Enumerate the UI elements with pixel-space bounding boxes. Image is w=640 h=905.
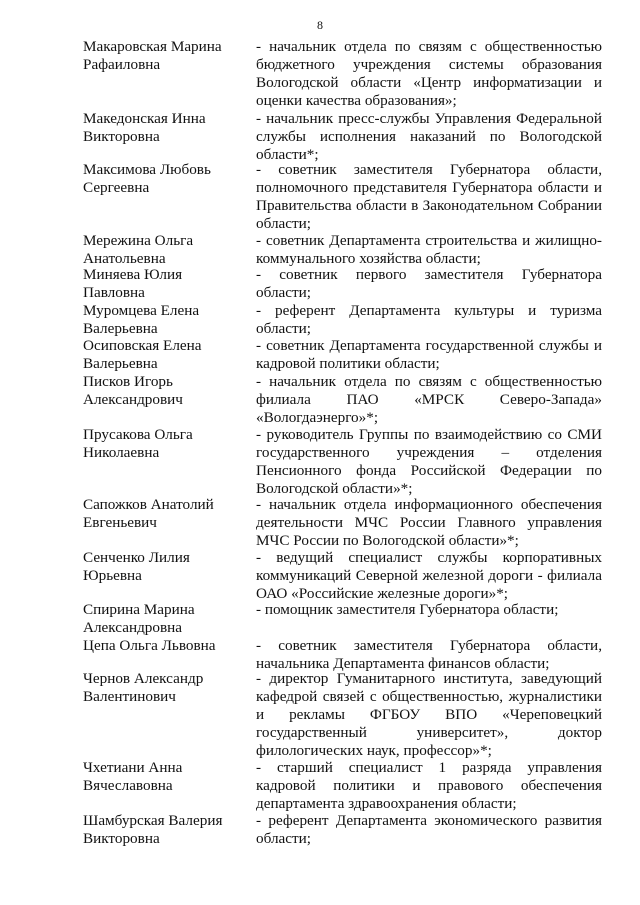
position-description [256, 496, 602, 550]
description-line: области; [256, 284, 311, 301]
person-name-line: Макаровская Марина [83, 38, 222, 55]
description-line: кадровой политики области; [256, 355, 440, 372]
description-line: - ведущий специалист службы корпоративных [256, 549, 602, 566]
description-line: - референт Департамента экономического развития [256, 812, 602, 829]
description-line: оценки качества образования»; [256, 92, 457, 109]
description-line: коммунального хозяйства области; [256, 250, 481, 267]
description-line: - начальник отдела по связям с общественностью [256, 38, 602, 55]
person-name [83, 302, 253, 338]
description-line: государственный университет», доктор [256, 724, 602, 741]
person-name-line: Мережина Ольга [83, 232, 194, 249]
description-line: Вологодской области «Центр информатизации и [256, 74, 602, 91]
person-name [83, 812, 253, 848]
person-name [83, 426, 253, 462]
description-line: службы исполнения наказаний по Вологодской [256, 128, 602, 145]
person-name-line: Шамбурская Валерия [83, 812, 223, 829]
description-line: - начальник отдела информационного обеспечения [256, 496, 602, 513]
person-name-line: Юрьевна [83, 567, 142, 584]
description-line: - руководитель Группы по взаимодействию со СМИ [256, 426, 602, 443]
person-name [83, 266, 253, 302]
position-description [256, 759, 602, 813]
description-line: - директор Гуманитарного института, заведующий [256, 670, 602, 687]
person-name-line: Сенченко Лилия [83, 549, 190, 566]
description-line: департамента здравоохранения области; [256, 795, 517, 812]
position-description [256, 670, 602, 760]
person-name-line: Александровна [83, 619, 183, 636]
person-name-line: Чернов Александр [83, 670, 204, 687]
description-line: и рекламы ФГБОУ ВПО «Череповецкий [256, 706, 602, 723]
person-name [83, 38, 253, 74]
description-line: государственного учреждения – отделения [256, 444, 602, 461]
person-name-line: Сергеевна [83, 179, 150, 196]
position-description [256, 337, 602, 373]
description-line: области; [256, 215, 311, 232]
position-description [256, 373, 602, 427]
position-description [256, 232, 602, 268]
position-description [256, 812, 602, 848]
description-line: кадровой политики и правового обеспечения [256, 777, 602, 794]
person-name-line: Прусакова Ольга [83, 426, 193, 443]
position-description [256, 38, 602, 110]
person-name-line: Рафаиловна [83, 56, 161, 73]
person-name [83, 337, 253, 373]
person-name-line: Анатольевна [83, 250, 166, 267]
description-line: «Вологдаэнерго»*; [256, 409, 379, 426]
description-line: - старший специалист 1 разряда управления [256, 759, 602, 776]
person-name-line: Максимова Любовь [83, 161, 211, 178]
person-name [83, 637, 253, 655]
description-line: филиала ПАО «МРСК Северо-Запада» [256, 391, 602, 408]
person-name-line: Валерьевна [83, 320, 158, 337]
person-name-line: Павловна [83, 284, 145, 301]
person-name-line: Александрович [83, 391, 183, 408]
position-description [256, 637, 602, 673]
description-line: области*; [256, 146, 319, 163]
description-line: бюджетного учреждения системы образования [256, 56, 602, 73]
position-description [256, 161, 602, 233]
description-line: Вологодской области»*; [256, 480, 413, 497]
position-description [256, 266, 602, 302]
person-name [83, 670, 253, 706]
person-name-line: Чхетиани Анна [83, 759, 183, 776]
person-name [83, 601, 253, 637]
description-line: МЧС России по Вологодской области»*; [256, 532, 519, 549]
description-line: деятельности МЧС России Главного управления [256, 514, 602, 531]
description-line: области; [256, 830, 311, 847]
person-name [83, 496, 253, 532]
description-line: - советник Департамента государственной службы и [256, 337, 602, 354]
person-name [83, 232, 253, 268]
page-number: 8 [317, 18, 323, 32]
person-name-line: Евгеньевич [83, 514, 157, 531]
person-name-line: Муромцева Елена [83, 302, 200, 319]
position-description [256, 426, 602, 498]
person-name [83, 549, 253, 585]
description-line: - советник Департамента строительства и жилищно- [256, 232, 602, 249]
description-line: - референт Департамента культуры и туризма [256, 302, 602, 319]
description-line: начальника Департамента финансов области; [256, 655, 550, 672]
description-line: Пенсионного фонда Российской Федерации по [256, 462, 602, 479]
description-line: Правительства области в Законодательном Собрании [256, 197, 602, 214]
person-name-line: Валерьевна [83, 355, 158, 372]
description-line: ОАО «Российские железные дороги»*; [256, 585, 509, 602]
person-name-line: Миняева Юлия [83, 266, 183, 283]
position-description [256, 110, 602, 164]
person-name [83, 110, 253, 146]
person-name-line: Викторовна [83, 128, 160, 145]
description-line: - начальник отдела по связям с общественностью [256, 373, 602, 390]
description-line: кафедрой связей с общественностью, журналистики [256, 688, 602, 705]
person-name-line: Николаевна [83, 444, 160, 461]
description-line: коммуникаций Северной железной дороги - филиала [256, 567, 602, 584]
person-name [83, 161, 253, 197]
description-line: - советник заместителя Губернатора области, [256, 161, 602, 178]
description-line: - начальник пресс-службы Управления Федеральной [256, 110, 602, 127]
description-line: - помощник заместителя Губернатора области; [256, 601, 559, 618]
position-description [256, 302, 602, 338]
person-name-line: Писков Игорь [83, 373, 173, 390]
description-line: - советник заместителя Губернатора области, [256, 637, 602, 654]
description-line: - советник первого заместителя Губернатора [256, 266, 602, 283]
person-name-line: Спирина Марина [83, 601, 195, 618]
description-line: филологических наук, профессор»*; [256, 742, 492, 759]
person-name-line: Валентинович [83, 688, 176, 705]
person-name-line: Вячеславовна [83, 777, 173, 794]
description-line: области; [256, 320, 311, 337]
position-description [256, 549, 602, 603]
position-description [256, 601, 602, 619]
description-line: полномочного представителя Губернатора области и [256, 179, 602, 196]
person-name-line: Македонская Инна [83, 110, 206, 127]
person-name-line: Викторовна [83, 830, 160, 847]
person-name-line: Сапожков Анатолий [83, 496, 214, 513]
person-name [83, 759, 253, 795]
person-name-line: Цепа Ольга Львовна [83, 637, 216, 654]
person-name-line: Осиповская Елена [83, 337, 202, 354]
person-name [83, 373, 253, 409]
